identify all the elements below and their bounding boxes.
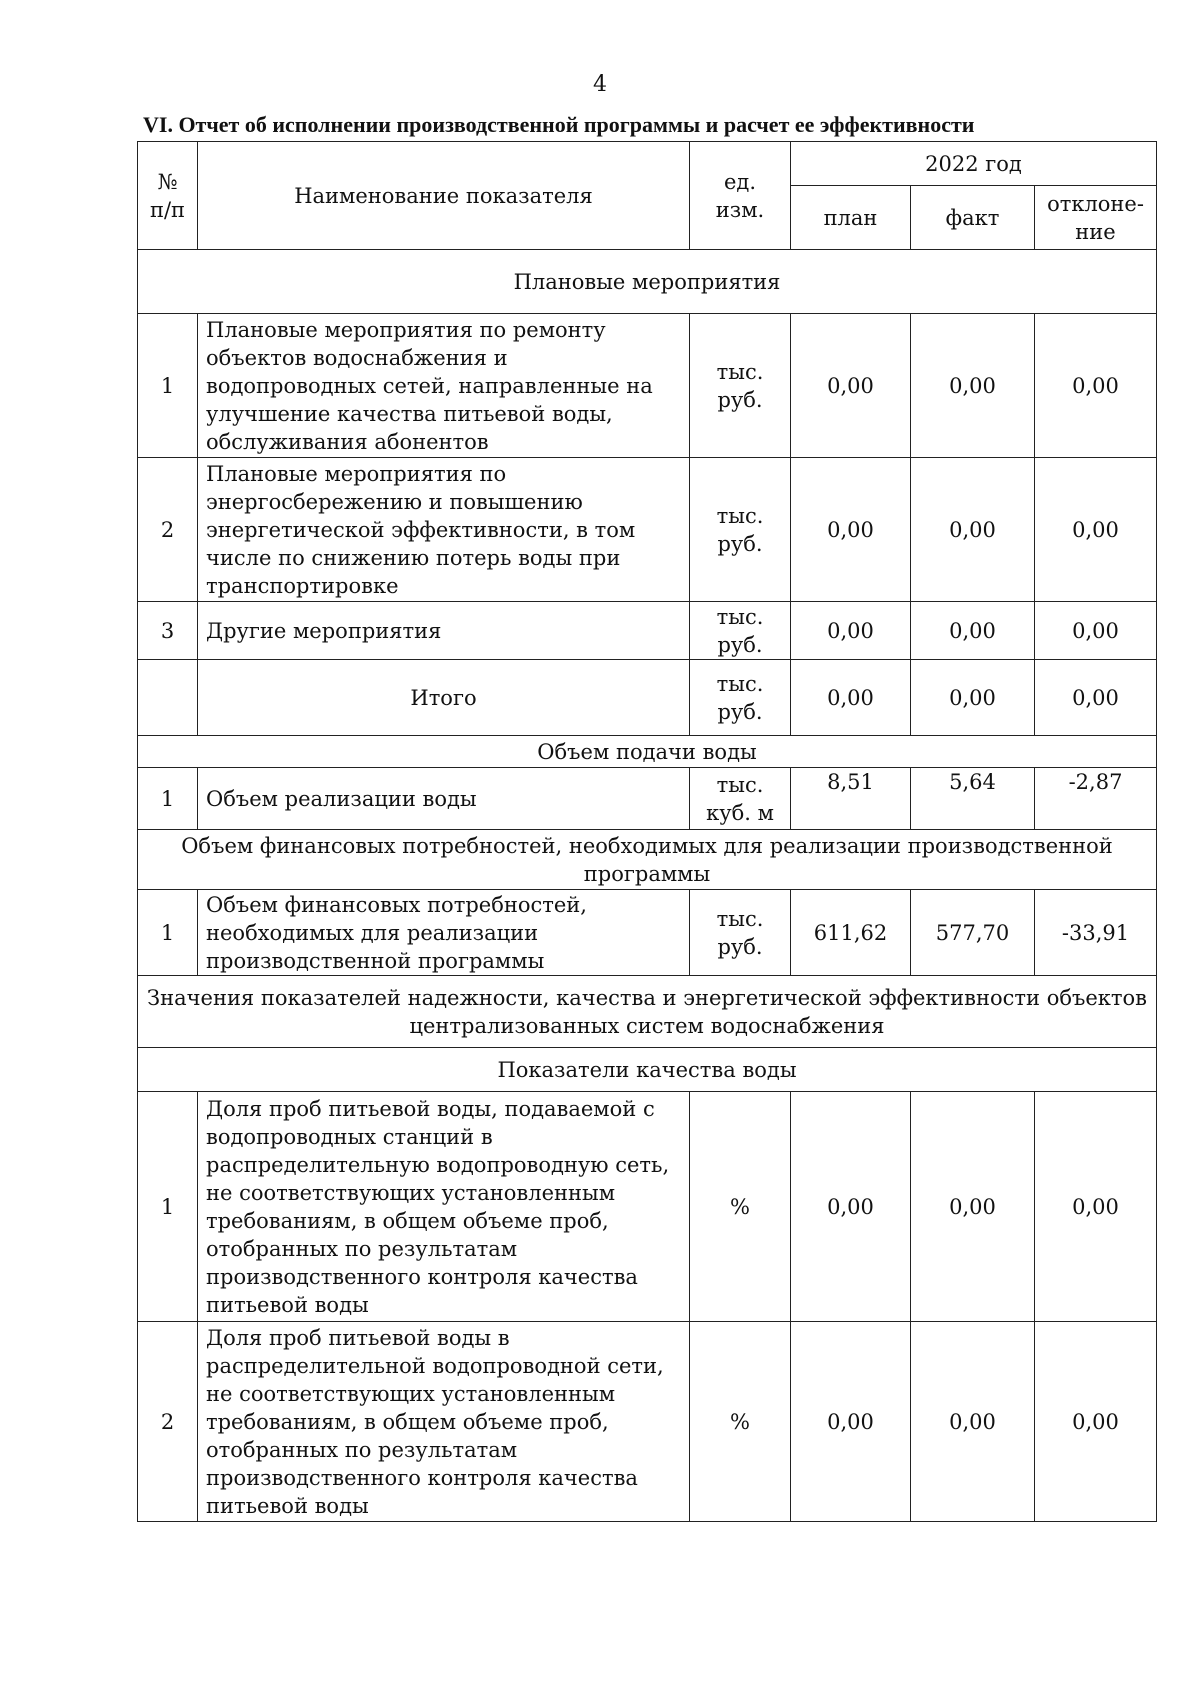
table-row <box>138 1092 1157 1322</box>
row-deviation: 0,00 <box>1035 602 1157 660</box>
table-row <box>138 458 1157 602</box>
section-finance: Объем финансовых потребностей, необходимых для реализации производственной программы <box>138 830 1157 890</box>
row-name: Плановые мероприятия по энергосбережению и повышению энергетической эффективности, в том числе по снижению потерь воды при транспортировке <box>198 458 690 602</box>
row-fact: 0,00 <box>911 602 1035 660</box>
row-deviation: 0,00 <box>1035 458 1157 602</box>
table-row <box>138 768 1157 830</box>
table-row <box>138 314 1157 458</box>
row-fact: 5,64 <box>911 768 1035 830</box>
row-plan: 0,00 <box>791 602 911 660</box>
table-row <box>138 890 1157 976</box>
header-fact: факт <box>911 186 1035 250</box>
header-plan: план <box>791 186 911 250</box>
row-unit: тыс. руб. <box>690 314 791 458</box>
row-deviation: -2,87 <box>1035 768 1157 830</box>
row-name: Итого <box>198 660 690 736</box>
total-row <box>138 660 1157 736</box>
row-num: 2 <box>138 458 198 602</box>
row-fact: 0,00 <box>911 314 1035 458</box>
header-year: 2022 год <box>791 142 1157 186</box>
row-deviation: 0,00 <box>1035 314 1157 458</box>
row-num: 2 <box>138 1322 198 1522</box>
row-unit: тыс. руб. <box>690 458 791 602</box>
row-deviation: 0,00 <box>1035 660 1157 736</box>
section-planned: Плановые мероприятия <box>138 250 1157 314</box>
row-fact: 0,00 <box>911 660 1035 736</box>
header-name: Наименование показателя <box>198 142 690 250</box>
row-name: Другие мероприятия <box>198 602 690 660</box>
row-plan: 0,00 <box>791 314 911 458</box>
row-fact: 577,70 <box>911 890 1035 976</box>
row-num: 3 <box>138 602 198 660</box>
row-plan: 0,00 <box>791 1322 911 1522</box>
row-num: 1 <box>138 890 198 976</box>
section-volume: Объем подачи воды <box>138 736 1157 768</box>
row-unit: % <box>690 1092 791 1322</box>
row-fact: 0,00 <box>911 1322 1035 1522</box>
row-num: 1 <box>138 314 198 458</box>
page-number: 4 <box>593 72 607 97</box>
section-indicators: Значения показателей надежности, качества и энергетической эффективности объектов централизованных систем водоснабжения <box>138 976 1157 1048</box>
row-fact: 0,00 <box>911 1092 1035 1322</box>
table-row <box>138 602 1157 660</box>
section-title: VI. Отчет об исполнении производственной программы и расчет ее эффективности <box>143 112 975 137</box>
row-unit: % <box>690 1322 791 1522</box>
row-num <box>138 660 198 736</box>
row-deviation: 0,00 <box>1035 1092 1157 1322</box>
header-num: № п/п <box>138 142 198 250</box>
row-name: Объем финансовых потребностей, необходимых для реализации производственной программы <box>198 890 690 976</box>
row-name: Доля проб питьевой воды, подаваемой с водопроводных станций в распределительную водопроводную сеть, не соответствующих установленным требованиям, в общем объеме проб, отобранных по результатам производственного контроля качества питьевой воды <box>198 1092 690 1322</box>
section-quality: Показатели качества воды <box>138 1048 1157 1092</box>
row-name: Объем реализации воды <box>198 768 690 830</box>
header-deviation: отклоне-ние <box>1035 186 1157 250</box>
row-unit: тыс. руб. <box>690 602 791 660</box>
row-plan: 0,00 <box>791 1092 911 1322</box>
row-deviation: 0,00 <box>1035 1322 1157 1522</box>
row-unit: тыс. руб. <box>690 890 791 976</box>
report-table <box>137 141 1157 1522</box>
row-name: Плановые мероприятия по ремонту объектов водоснабжения и водопроводных сетей, направленные на улучшение качества питьевой воды, обслуживания абонентов <box>198 314 690 458</box>
row-num: 1 <box>138 1092 198 1322</box>
row-unit: тыс. руб. <box>690 660 791 736</box>
row-deviation: -33,91 <box>1035 890 1157 976</box>
row-plan: 0,00 <box>791 660 911 736</box>
header-unit: ед. изм. <box>690 142 791 250</box>
row-unit: тыс. куб. м <box>690 768 791 830</box>
row-num: 1 <box>138 768 198 830</box>
row-fact: 0,00 <box>911 458 1035 602</box>
row-plan: 8,51 <box>791 768 911 830</box>
row-name: Доля проб питьевой воды в распределительной водопроводной сети, не соответствующих установленным требованиям, в общем объеме проб, отобранных по результатам производственного контроля качества питьевой воды <box>198 1322 690 1522</box>
row-plan: 611,62 <box>791 890 911 976</box>
table-row <box>138 1322 1157 1522</box>
row-plan: 0,00 <box>791 458 911 602</box>
